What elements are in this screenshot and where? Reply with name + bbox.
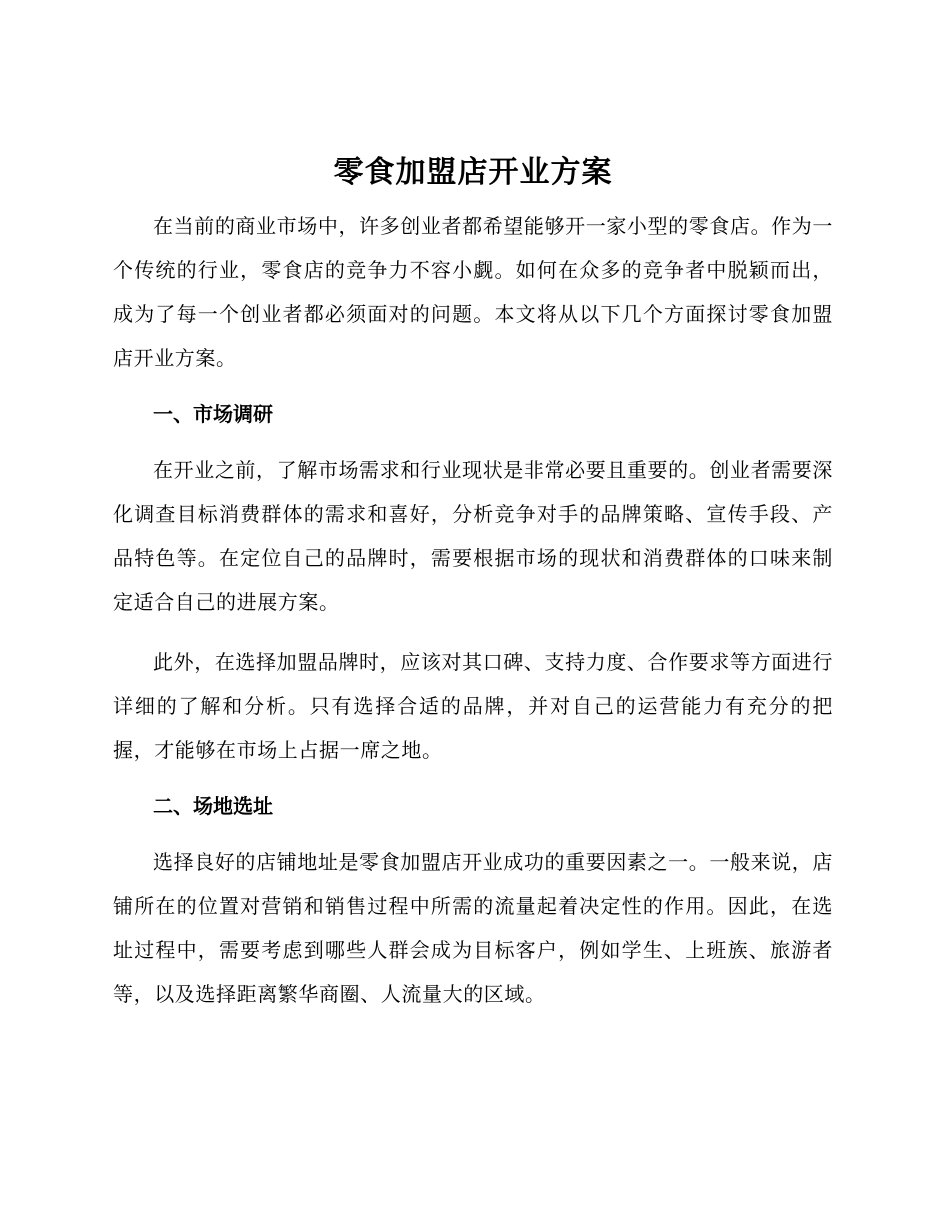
document-title: 零食加盟店开业方案 xyxy=(333,155,613,190)
market-research-paragraph-2: 此外，在选择加盟品牌时，应该对其口碑、支持力度、合作要求等方面进行详细的了解和分析。只有选择合适的品牌，并对自己的运营能力有充分的把握，才能够在市场上占据一席之地。 xyxy=(113,650,833,762)
section-heading-site-selection: 二、场地选址 xyxy=(153,794,273,818)
market-research-paragraph-1: 在开业之前，了解市场需求和行业现状是非常必要且重要的。创业者需要深化调查目标消费群体的需求和喜好，分析竞争对手的品牌策略、宣传手段、产品特色等。在定位自己的品牌时，需要根据市场的现状和消费群体的口味来制定适合自己的进展方案。 xyxy=(113,458,833,614)
document-page xyxy=(113,150,833,1016)
site-selection-paragraph-1: 选择良好的店铺地址是零食加盟店开业成功的重要因素之一。一般来说，店铺所在的位置对营销和销售过程中所需的流量起着决定性的作用。因此，在选址过程中，需要考虑到哪些人群会成为目标客户，例如学生、上班族、旅游者等，以及选择距离繁华商圈、人流量大的区域。 xyxy=(113,850,833,1006)
section-heading-market-research: 一、市场调研 xyxy=(153,402,273,426)
intro-paragraph: 在当前的商业市场中，许多创业者都希望能够开一家小型的零食店。作为一个传统的行业，零食店的竞争力不容小觑。如何在众多的竞争者中脱颖而出，成为了每一个创业者都必须面对的问题。本文将从以下几个方面探讨零食加盟店开业方案。 xyxy=(113,214,833,370)
